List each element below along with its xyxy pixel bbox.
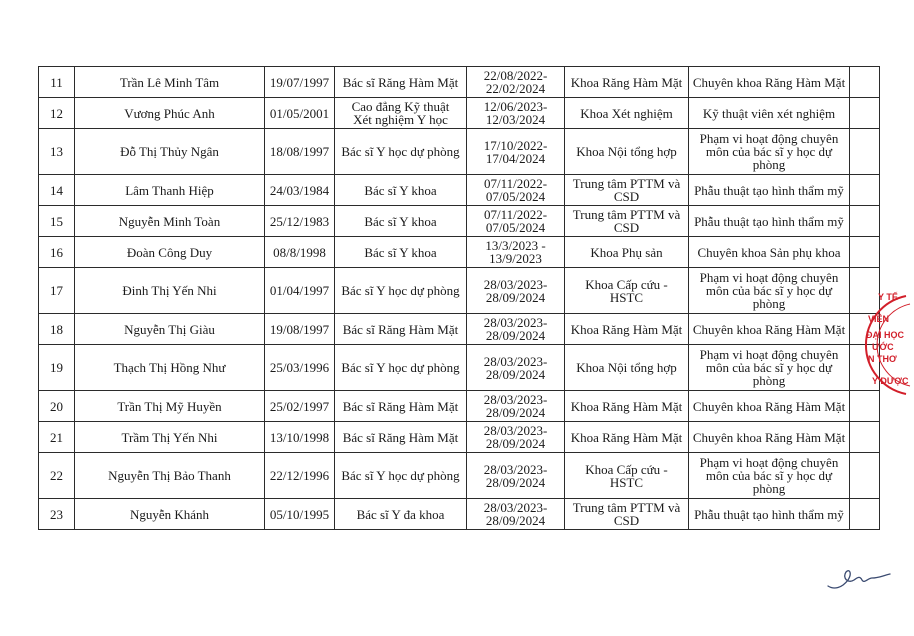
cell-date-of-birth: 25/12/1983 (265, 206, 335, 237)
cell-practice-period: 28/03/2023- 28/09/2024 (467, 453, 565, 499)
cell-row-number: 15 (39, 206, 75, 237)
cell-empty (850, 453, 880, 499)
table-row (39, 345, 880, 391)
cell-practice-scope: Phạm vi hoạt động chuyên môn của bác sĩ y học dự phòng (689, 268, 850, 314)
cell-practice-period: 28/03/2023- 28/09/2024 (467, 268, 565, 314)
cell-practice-period: 28/03/2023- 28/09/2024 (467, 345, 565, 391)
table-row (39, 391, 880, 422)
table-row (39, 237, 880, 268)
cell-department: Khoa Răng Hàm Mặt (565, 422, 689, 453)
handwritten-signature (824, 562, 894, 594)
cell-date-of-birth: 24/03/1984 (265, 175, 335, 206)
cell-department: Khoa Cấp cứu - HSTC (565, 268, 689, 314)
cell-date-of-birth: 18/08/1997 (265, 129, 335, 175)
cell-practice-period: 07/11/2022- 07/05/2024 (467, 206, 565, 237)
cell-practice-scope: Chuyên khoa Sản phụ khoa (689, 237, 850, 268)
cell-date-of-birth: 08/8/1998 (265, 237, 335, 268)
cell-practice-scope: Chuyên khoa Răng Hàm Mặt (689, 422, 850, 453)
cell-practice-period: 07/11/2022- 07/05/2024 (467, 175, 565, 206)
cell-full-name: Vương Phúc Anh (75, 98, 265, 129)
stamp-text: Y DƯỢC (872, 376, 909, 386)
cell-date-of-birth: 25/03/1996 (265, 345, 335, 391)
cell-empty (850, 237, 880, 268)
table-row (39, 422, 880, 453)
cell-practice-period: 13/3/2023 - 13/9/2023 (467, 237, 565, 268)
table-row (39, 175, 880, 206)
table-row (39, 499, 880, 530)
table-row (39, 453, 880, 499)
cell-empty (850, 499, 880, 530)
cell-practice-scope: Kỹ thuật viên xét nghiệm (689, 98, 850, 129)
cell-practice-period: 17/10/2022- 17/04/2024 (467, 129, 565, 175)
cell-degree: Bác sĩ Răng Hàm Mặt (335, 67, 467, 98)
cell-full-name: Trầm Thị Yến Nhi (75, 422, 265, 453)
cell-practice-scope: Phẫu thuật tạo hình thẩm mỹ (689, 206, 850, 237)
cell-degree: Bác sĩ Y học dự phòng (335, 453, 467, 499)
cell-practice-scope: Phẫu thuật tạo hình thẩm mỹ (689, 499, 850, 530)
cell-date-of-birth: 01/05/2001 (265, 98, 335, 129)
table-row (39, 67, 880, 98)
table-row (39, 129, 880, 175)
stamp-text: N THƠ (868, 354, 897, 364)
cell-department: Khoa Nội tổng hợp (565, 345, 689, 391)
cell-practice-scope: Chuyên khoa Răng Hàm Mặt (689, 314, 850, 345)
cell-practice-period: 12/06/2023- 12/03/2024 (467, 98, 565, 129)
cell-full-name: Trần Lê Minh Tâm (75, 67, 265, 98)
cell-department: Khoa Cấp cứu - HSTC (565, 453, 689, 499)
cell-practice-period: 28/03/2023- 28/09/2024 (467, 422, 565, 453)
cell-degree: Bác sĩ Y học dự phòng (335, 345, 467, 391)
cell-full-name: Đoàn Công Duy (75, 237, 265, 268)
cell-full-name: Đỗ Thị Thủy Ngân (75, 129, 265, 175)
cell-row-number: 23 (39, 499, 75, 530)
cell-degree: Bác sĩ Y học dự phòng (335, 129, 467, 175)
cell-degree: Bác sĩ Răng Hàm Mặt (335, 314, 467, 345)
cell-department: Khoa Răng Hàm Mặt (565, 391, 689, 422)
cell-department: Trung tâm PTTM và CSD (565, 206, 689, 237)
cell-degree: Bác sĩ Y khoa (335, 237, 467, 268)
cell-practice-scope: Phạm vi hoạt động chuyên môn của bác sĩ y học dự phòng (689, 129, 850, 175)
cell-degree: Bác sĩ Răng Hàm Mặt (335, 422, 467, 453)
cell-row-number: 12 (39, 98, 75, 129)
cell-practice-scope: Phạm vi hoạt động chuyên môn của bác sĩ y học dự phòng (689, 453, 850, 499)
signature-stroke-icon (824, 562, 894, 594)
cell-date-of-birth: 01/04/1997 (265, 268, 335, 314)
table-row (39, 98, 880, 129)
cell-date-of-birth: 05/10/1995 (265, 499, 335, 530)
cell-row-number: 21 (39, 422, 75, 453)
cell-row-number: 16 (39, 237, 75, 268)
cell-department: Khoa Nội tổng hợp (565, 129, 689, 175)
cell-row-number: 18 (39, 314, 75, 345)
cell-row-number: 22 (39, 453, 75, 499)
cell-degree: Bác sĩ Y khoa (335, 175, 467, 206)
cell-empty (850, 67, 880, 98)
table-row (39, 314, 880, 345)
cell-full-name: Trần Thị Mỹ Huyền (75, 391, 265, 422)
cell-date-of-birth: 22/12/1996 (265, 453, 335, 499)
cell-practice-scope: Chuyên khoa Răng Hàm Mặt (689, 67, 850, 98)
cell-full-name: Nguyễn Minh Toàn (75, 206, 265, 237)
staff-practice-table (38, 66, 880, 530)
cell-practice-period: 28/03/2023- 28/09/2024 (467, 499, 565, 530)
stamp-text: ĐẠI HỌC (866, 330, 904, 340)
cell-empty (850, 206, 880, 237)
cell-degree: Bác sĩ Y học dự phòng (335, 268, 467, 314)
cell-empty (850, 422, 880, 453)
stamp-text: Y TẾ (878, 292, 898, 302)
stamp-text: VIỆN (868, 314, 890, 324)
cell-row-number: 20 (39, 391, 75, 422)
table-body (39, 67, 880, 530)
cell-full-name: Nguyễn Thị Giàu (75, 314, 265, 345)
cell-practice-period: 22/08/2022- 22/02/2024 (467, 67, 565, 98)
cell-row-number: 19 (39, 345, 75, 391)
cell-date-of-birth: 19/07/1997 (265, 67, 335, 98)
cell-date-of-birth: 19/08/1997 (265, 314, 335, 345)
cell-empty (850, 98, 880, 129)
cell-department: Trung tâm PTTM và CSD (565, 175, 689, 206)
cell-department: Khoa Phụ sản (565, 237, 689, 268)
cell-full-name: Thạch Thị Hồng Như (75, 345, 265, 391)
cell-practice-period: 28/03/2023- 28/09/2024 (467, 314, 565, 345)
cell-empty (850, 129, 880, 175)
cell-empty (850, 175, 880, 206)
cell-degree: Bác sĩ Y khoa (335, 206, 467, 237)
cell-practice-scope: Chuyên khoa Răng Hàm Mặt (689, 391, 850, 422)
cell-full-name: Nguyễn Khánh (75, 499, 265, 530)
cell-degree: Bác sĩ Y đa khoa (335, 499, 467, 530)
table-row (39, 268, 880, 314)
cell-date-of-birth: 25/02/1997 (265, 391, 335, 422)
cell-department: Trung tâm PTTM và CSD (565, 499, 689, 530)
cell-practice-period: 28/03/2023- 28/09/2024 (467, 391, 565, 422)
cell-full-name: Đinh Thị Yến Nhi (75, 268, 265, 314)
cell-row-number: 14 (39, 175, 75, 206)
red-seal-stamp (854, 290, 914, 400)
cell-row-number: 11 (39, 67, 75, 98)
cell-practice-scope: Phạm vi hoạt động chuyên môn của bác sĩ y học dự phòng (689, 345, 850, 391)
cell-department: Khoa Xét nghiệm (565, 98, 689, 129)
cell-date-of-birth: 13/10/1998 (265, 422, 335, 453)
cell-full-name: Nguyễn Thị Bảo Thanh (75, 453, 265, 499)
cell-row-number: 17 (39, 268, 75, 314)
cell-degree: Bác sĩ Răng Hàm Mặt (335, 391, 467, 422)
stamp-text: ƯỚC (872, 342, 894, 352)
table-row (39, 206, 880, 237)
cell-degree: Cao đẳng Kỹ thuật Xét nghiệm Y học (335, 98, 467, 129)
cell-full-name: Lâm Thanh Hiệp (75, 175, 265, 206)
cell-department: Khoa Răng Hàm Mặt (565, 67, 689, 98)
cell-department: Khoa Răng Hàm Mặt (565, 314, 689, 345)
cell-practice-scope: Phẫu thuật tạo hình thẩm mỹ (689, 175, 850, 206)
cell-row-number: 13 (39, 129, 75, 175)
